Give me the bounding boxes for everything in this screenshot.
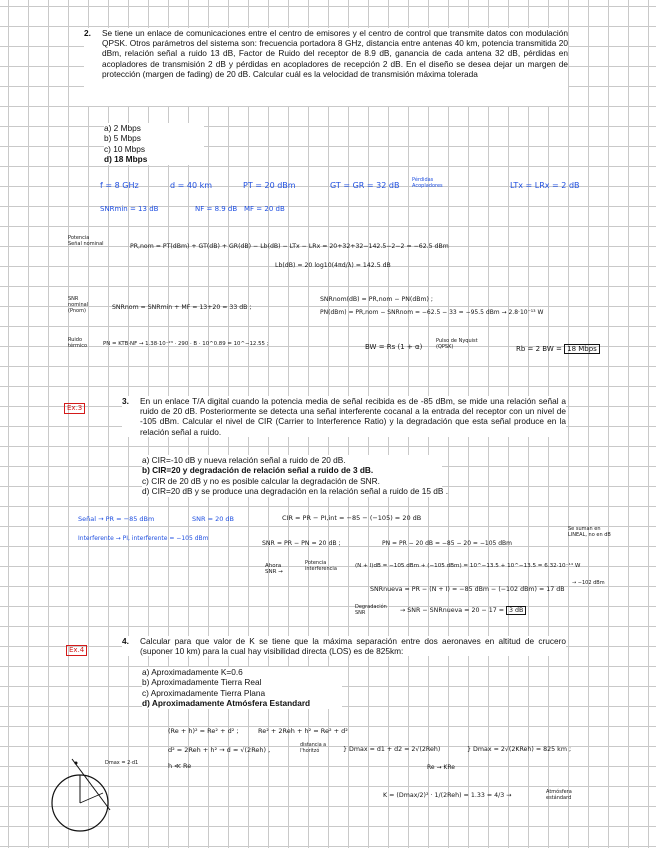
- note-given-nf: NF = 8.9 dB: [195, 205, 238, 213]
- note4-eq2: Re² + 2Reh + h² = Re² + d²: [258, 727, 348, 735]
- option-d: d) 18 Mbps: [104, 154, 148, 165]
- earth-sketch: [40, 755, 160, 845]
- note-eq-newsnr: SNRnueva = PR − (N + I) = −85 dBm − (−102 dBm) = 17 dB: [370, 586, 565, 593]
- note-eq-pn3: PN = PR − 20 dB = −85 − 20 = −105 dBm: [382, 540, 513, 547]
- note-pot-int: Potencia interferencia: [305, 560, 337, 572]
- tangent-line: [72, 759, 110, 810]
- note-eq-deg: → SNR − SNRnueva = 20 − 17 = 3 dB: [400, 607, 526, 614]
- note-eq-cir: CIR = PR − PI,int = −85 − (−105) = 20 dB: [282, 514, 422, 522]
- note4-eq4: h ≪ Re: [168, 762, 192, 770]
- problem-2: [84, 28, 568, 106]
- problem-4-options: [142, 667, 342, 709]
- option-b: b) Aproximadamente Tierra Real: [142, 677, 262, 688]
- note-eq-noise: PN = KTB·NF → 1.38·10⁻²³ · 290 · B · 10^0.89 = 10^−12.55 ;: [103, 341, 269, 347]
- note4-k-note: Atmósfera estándard: [546, 789, 572, 801]
- problem-2-options: [104, 123, 204, 165]
- note-sum-result: → −102 dBm: [572, 580, 605, 586]
- note-eq-lb: Lb(dB) = 20 log10(4πd/λ) = 142.5 dB: [275, 262, 391, 269]
- note4-dmax: } Dmax = d1 + d2 = 2√(2Reh): [343, 746, 441, 753]
- note-interferer: Interferente → PI, interferente = −105 dBm: [78, 535, 209, 542]
- option-c: c) Aproximadamente Tierra Plana: [142, 687, 266, 698]
- note-given-pt: PT = 20 dBm: [243, 181, 296, 190]
- note4-eq3: d² = 2Reh + h² → d ≈ √(2Reh) ,: [168, 746, 271, 754]
- note-eq-snrdef: SNR = PR − PN = 20 dB ;: [262, 540, 341, 547]
- problem-3-options: [142, 455, 449, 497]
- problem-2-number: 2.: [84, 28, 91, 38]
- note4-eq3b: distancia a l'horitzó: [300, 743, 327, 754]
- note-eq-pn: PN(dBm) = PR,nom − SNRnom = −62.5 − 33 = −95.5 dBm → 2.8·10⁻¹³ W: [320, 309, 544, 316]
- option-b: b) CIR=20 y degradación de relación señal a ruido de 3 dB.: [142, 465, 374, 476]
- option-d: d) CIR=20 dB y se produce una degradación en la relación señal a ruido de 15 dB .: [142, 486, 449, 497]
- note-bw-note: Pulso de Nyquist (QPSK): [436, 338, 478, 350]
- note-label-power: Potencia Señal nominal: [68, 235, 104, 247]
- note-label-snr: SNR nominal (Pnom): [68, 296, 89, 314]
- note-eq-bw: BW = Rs (1 + α): [365, 343, 423, 351]
- marker-ex3: Ex.3: [64, 403, 85, 414]
- note-given-distance: d = 40 km: [170, 181, 213, 190]
- problem-3-number: 3.: [122, 396, 129, 406]
- note-ahora: Ahora SNR →: [265, 563, 283, 575]
- note4-re: Re → KRe: [427, 764, 455, 771]
- earth-sketch-label: Dmax = 2·d1: [105, 760, 139, 766]
- note4-dmax2: } Dmax = 2√(2KReh) = 825 km ;: [467, 746, 572, 753]
- note-label-noise: Ruido térmico: [68, 337, 88, 349]
- note-snr: SNR = 20 dB: [192, 515, 235, 523]
- option-a: a) CIR=-10 dB y nueva relación señal a ruido de 20 dB.: [142, 455, 346, 465]
- note-given-couplers: Pérdidas Acopladores: [412, 177, 443, 189]
- note-eq-sum: (N + I)dB = −105 dBm + (−105 dBm) = 10^−13.5 + 10^−13.5 = 6.32·10⁻¹⁴ W: [355, 563, 581, 569]
- problem-3-text: En un enlace T/A digital cuando la potencia media de señal recibida es de -85 dBm, se mide una relación señal a ruido de 20 dB. Posteriormente se detecta una señal interferente cocanal a la entrada del receptor con un nivel de -105 dBm. Calcular el nivel de CIR (Carrier to Interference Ratio) y la degradación que esta señal produce en la relación señal a ruido.: [140, 396, 566, 437]
- note-given-losses: LTx = LRx = 2 dB: [510, 181, 580, 190]
- option-b: b) 5 Mbps: [104, 133, 141, 144]
- marker-ex4: Ex.4: [66, 645, 87, 656]
- problem-4-text: Calcular para que valor de K se tiene que la máxima separación entre dos aeronaves en altitud de crucero (suponer 10 km) para la cual hay visibilidad directa (LOS) es de 825km:: [140, 636, 566, 657]
- problem-2-text: Se tiene un enlace de comunicaciones entre el centro de emisores y el centro de control que transmite datos con modulación QPSK. Otros parámetros del sistema son: frecuencia portadora 8 GHz, distancia entre antenas 40 km, potencia transmitida 20 dBm, relación señal a ruido 13 dB, Factor de Ruido del receptor de 8.9 dB, ganancia de cada antena 32 dB, pérdidas en acopladores de transmisión 2 dB y pérdidas en acopladores de recepción 2 dB. En el diseño se desea dejar un margen de protección (margen de fading) de 20 dB. Calcular cuál es la velocidad de transmisión máxima tolerada: [102, 28, 568, 79]
- note-eq-snr2: SNRnom(dB) = PR,nom − PN(dBm) ;: [320, 296, 433, 303]
- result-box: 18 Mbps: [564, 344, 600, 354]
- option-c: c) 10 Mbps: [104, 143, 146, 154]
- note-deg: Degradación SNR: [355, 604, 387, 616]
- note-signal: Señal → PR = −85 dBm: [78, 515, 155, 523]
- problem-4: [122, 636, 566, 656]
- result-box: 3 dB: [506, 606, 526, 615]
- radius-to-tangent: [80, 793, 103, 803]
- note-eq-snr: SNRnom = SNRmin + MF = 13+20 = 33 dB ;: [112, 304, 252, 311]
- aircraft-dot: [75, 762, 78, 765]
- option-d: d) Aproximadamente Atmósfera Estandard: [142, 698, 311, 709]
- option-a: a) 2 Mbps: [104, 123, 141, 133]
- note-eq-power: PR,nom = PT(dBm) + GT(dB) + GR(dB) − Lb(dB) − LTx − LRx = 20+32+32−142.5−2−2 = −62.5 dBm: [130, 243, 449, 250]
- option-a: a) Aproximadamente K=0.6: [142, 667, 243, 677]
- note-given-snrmin: SNRmin = 13 dB: [100, 205, 159, 213]
- note-given-gains: GT = GR = 32 dB: [330, 181, 400, 190]
- problem-4-number: 4.: [122, 636, 129, 646]
- note4-eq-k: K = (Dmax/2)² · 1/(2Reh) = 1.33 = 4/3 →: [383, 792, 512, 799]
- note-side: Se suman en LINEAL, no en dB: [568, 526, 611, 538]
- note-given-freq: f = 8 GHz: [100, 181, 139, 190]
- option-c: c) CIR de 20 dB y no es posible calcular la degradación de SNR.: [142, 475, 380, 486]
- note-given-mf: MF = 20 dB: [244, 205, 285, 213]
- note-eq-rb: Rb = 2 BW = 18 Mbps: [516, 345, 600, 353]
- note4-eq1: (Re + h)² = Re² + d² ;: [168, 727, 239, 735]
- problem-3: [122, 396, 566, 437]
